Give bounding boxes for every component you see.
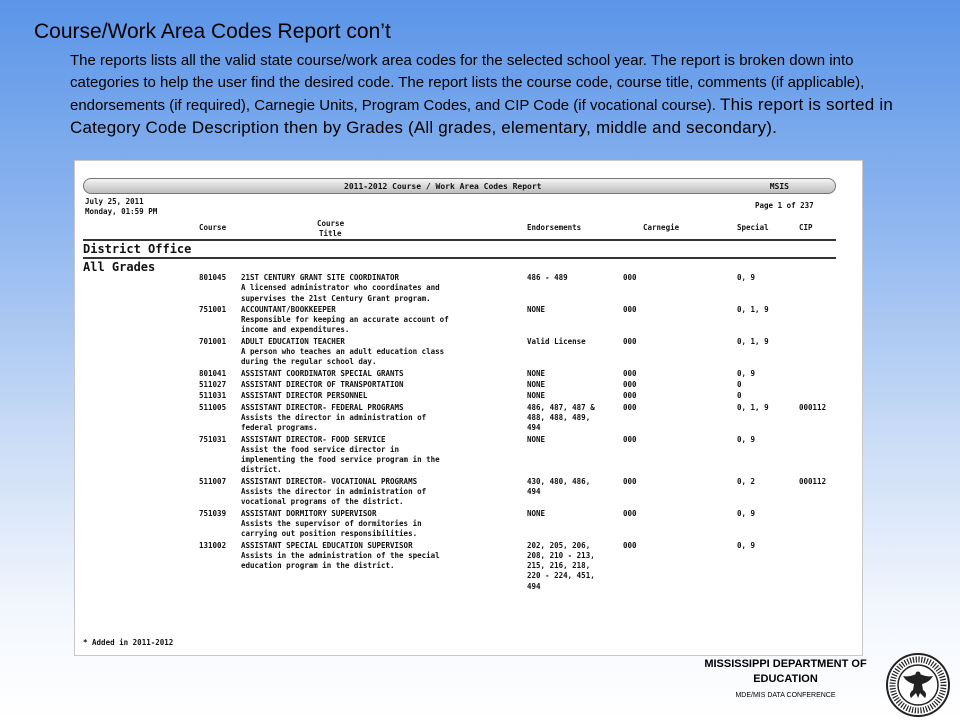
cell-endorsements-cont: 215, 216, 218, — [527, 561, 591, 571]
cell-course-title: ASSISTANT DIRECTOR- FOOD SERVICE — [241, 434, 386, 444]
cell-endorsements: NONE — [527, 368, 546, 378]
cell-description-line: supervises the 21st Century Grant program. — [241, 293, 431, 303]
grade-group-title: All Grades — [83, 260, 156, 274]
report-banner — [83, 178, 836, 194]
header-carnegie: Carnegie — [643, 223, 680, 232]
cell-carnegie: 000 — [623, 402, 637, 412]
cell-course-title: ASSISTANT DIRECTOR PERSONNEL — [241, 391, 368, 401]
cell-course-code: 131002 — [199, 540, 227, 550]
cell-endorsements: NONE — [527, 380, 546, 389]
cell-endorsements: NONE — [527, 434, 546, 444]
cell-course-code: 751031 — [199, 434, 227, 444]
report-screenshot — [74, 160, 863, 656]
cell-endorsements: Valid License — [527, 336, 586, 346]
header-cip: CIP — [799, 223, 813, 232]
cell-course-code: 751001 — [199, 304, 227, 314]
cell-endorsements: NONE — [527, 304, 546, 314]
cell-description-line: during the regular school day. — [241, 357, 377, 367]
cell-special: 0 — [737, 380, 742, 389]
cell-description-line: vocational programs of the district. — [241, 497, 404, 507]
footer-org: MISSISSIPPI DEPARTMENT OF EDUCATION — [704, 658, 867, 685]
cell-endorsements: 430, 480, 486, — [527, 476, 591, 486]
cell-special: 0, 9 — [737, 508, 756, 518]
cell-course-code: 801041 — [199, 368, 227, 378]
cell-course-title: ASSISTANT COORDINATOR SPECIAL GRANTS — [241, 368, 404, 378]
cell-course-code: 511031 — [199, 391, 227, 401]
cell-endorsements: NONE — [527, 508, 546, 518]
cell-carnegie: 000 — [623, 380, 637, 389]
cell-course-code: 511027 — [199, 380, 227, 389]
cell-endorsements-cont: 208, 210 - 213, — [527, 550, 595, 560]
header-endorsements: Endorsements — [527, 223, 582, 232]
report-page: Page 1 of 237 — [755, 201, 814, 210]
cell-course-code: 701001 — [199, 336, 227, 346]
footer-conference: MDE/MIS DATA CONFERENCE — [735, 692, 836, 699]
cell-endorsements: 486 - 489 — [527, 273, 568, 282]
cell-description-line: Assists the supervisor of dormitories in — [241, 518, 422, 528]
cell-description-line: federal programs. — [241, 423, 318, 433]
cell-special: 0, 1, 9 — [737, 402, 769, 412]
cell-cip: 000112 — [799, 476, 827, 486]
slide-body-part2: This report is sorted in Category Code Description then by Grades (All grades, elementary, middle and secondary). — [70, 95, 894, 137]
cell-course-title: ASSISTANT SPECIAL EDUCATION SUPERVISOR — [241, 540, 413, 550]
cell-carnegie: 000 — [623, 368, 637, 378]
section-rule — [83, 257, 836, 259]
cell-course-code: 751039 — [199, 508, 227, 518]
cell-endorsements-cont: 220 - 224, 451, — [527, 571, 595, 581]
cell-description-line: Assists the director in administration of — [241, 412, 427, 422]
cell-carnegie: 000 — [623, 476, 637, 486]
cell-special: 0, 2 — [737, 476, 756, 486]
slide-title: Course/Work Area Codes Report con’t — [34, 20, 391, 43]
cell-course-code: 801045 — [199, 273, 227, 282]
cell-carnegie: 000 — [623, 508, 637, 518]
cell-course-title: ASSISTANT DIRECTOR- VOCATIONAL PROGRAMS — [241, 476, 418, 486]
cell-special: 0, 9 — [737, 434, 756, 444]
cell-course-title: ACCOUNTANT/BOOKKEEPER — [241, 304, 336, 314]
cell-description-line: A person who teaches an adult education class — [241, 347, 445, 357]
report-banner-system: MSIS — [769, 182, 789, 191]
header-title-line2: Title — [319, 229, 342, 238]
mississippi-seal-icon — [880, 652, 956, 718]
cell-description-line: education program in the district. — [241, 561, 395, 571]
cell-carnegie: 000 — [623, 391, 637, 401]
cell-course-code: 511007 — [199, 476, 227, 486]
header-special: Special — [737, 223, 769, 232]
header-title-line1: Course — [317, 219, 345, 228]
header-rule — [83, 239, 836, 241]
cell-carnegie: 000 — [623, 304, 637, 314]
cell-description-line: A licensed administrator who coordinates and — [241, 283, 440, 293]
cell-course-title: ASSISTANT DORMITORY SUPERVISOR — [241, 508, 377, 518]
cell-description-line: implementing the food service program in the — [241, 455, 440, 465]
report-time: Monday, 01:59 PM — [85, 207, 158, 216]
cell-special: 0, 1, 9 — [737, 336, 769, 346]
cell-description-line: income and expenditures. — [241, 325, 350, 335]
cell-description-line: Assist the food service director in — [241, 444, 400, 454]
cell-special: 0, 9 — [737, 273, 756, 282]
cell-course-title: ADULT EDUCATION TEACHER — [241, 336, 345, 346]
cell-description-line: Assists the director in administration of — [241, 486, 427, 496]
slide-body — [70, 50, 910, 140]
report-footnote: * Added in 2011-2012 — [83, 638, 174, 647]
cell-description-line: carrying out position responsibilities. — [241, 529, 418, 539]
cell-description-line: district. — [241, 465, 282, 475]
cell-course-title: ASSISTANT DIRECTOR OF TRANSPORTATION — [241, 380, 404, 389]
cell-endorsements-cont: 494 — [527, 486, 541, 496]
cell-endorsements-cont: 488, 488, 489, — [527, 412, 591, 422]
cell-cip: 000112 — [799, 402, 827, 412]
cell-course-title: ASSISTANT DIRECTOR- FEDERAL PROGRAMS — [241, 402, 404, 412]
cell-carnegie: 000 — [623, 540, 637, 550]
cell-special: 0 — [737, 391, 742, 401]
cell-endorsements-cont: 494 — [527, 581, 541, 591]
slide-body-part1: The reports lists all the valid state course/work area codes for the selected school year. The report is broken down into categories to help the user find the desired code. The report lists the course code, course title, comments (if applicable), endorsements (if required), Carnegie Units, Program Codes, and CIP Code (if vocational course). — [70, 52, 865, 114]
cell-special: 0, 9 — [737, 540, 756, 550]
cell-carnegie: 000 — [623, 273, 637, 282]
cell-carnegie: 000 — [623, 434, 637, 444]
cell-description-line: Assists in the administration of the special — [241, 550, 440, 560]
cell-carnegie: 000 — [623, 336, 637, 346]
cell-special: 0, 9 — [737, 368, 756, 378]
cell-endorsements: 486, 487, 487 & — [527, 402, 595, 412]
cell-course-code: 511005 — [199, 402, 227, 412]
cell-course-title: 21ST CENTURY GRANT SITE COORDINATOR — [241, 273, 400, 282]
cell-description-line: Responsible for keeping an accurate account of — [241, 315, 449, 325]
cell-endorsements-cont: 494 — [527, 423, 541, 433]
report-banner-title: 2011-2012 Course / Work Area Codes Report — [344, 182, 542, 191]
section-title: District Office — [83, 242, 192, 256]
cell-endorsements: 202, 205, 206, — [527, 540, 591, 550]
cell-endorsements: NONE — [527, 391, 546, 401]
header-course: Course — [199, 223, 227, 232]
report-date: July 25, 2011 — [85, 197, 144, 206]
cell-special: 0, 1, 9 — [737, 304, 769, 314]
